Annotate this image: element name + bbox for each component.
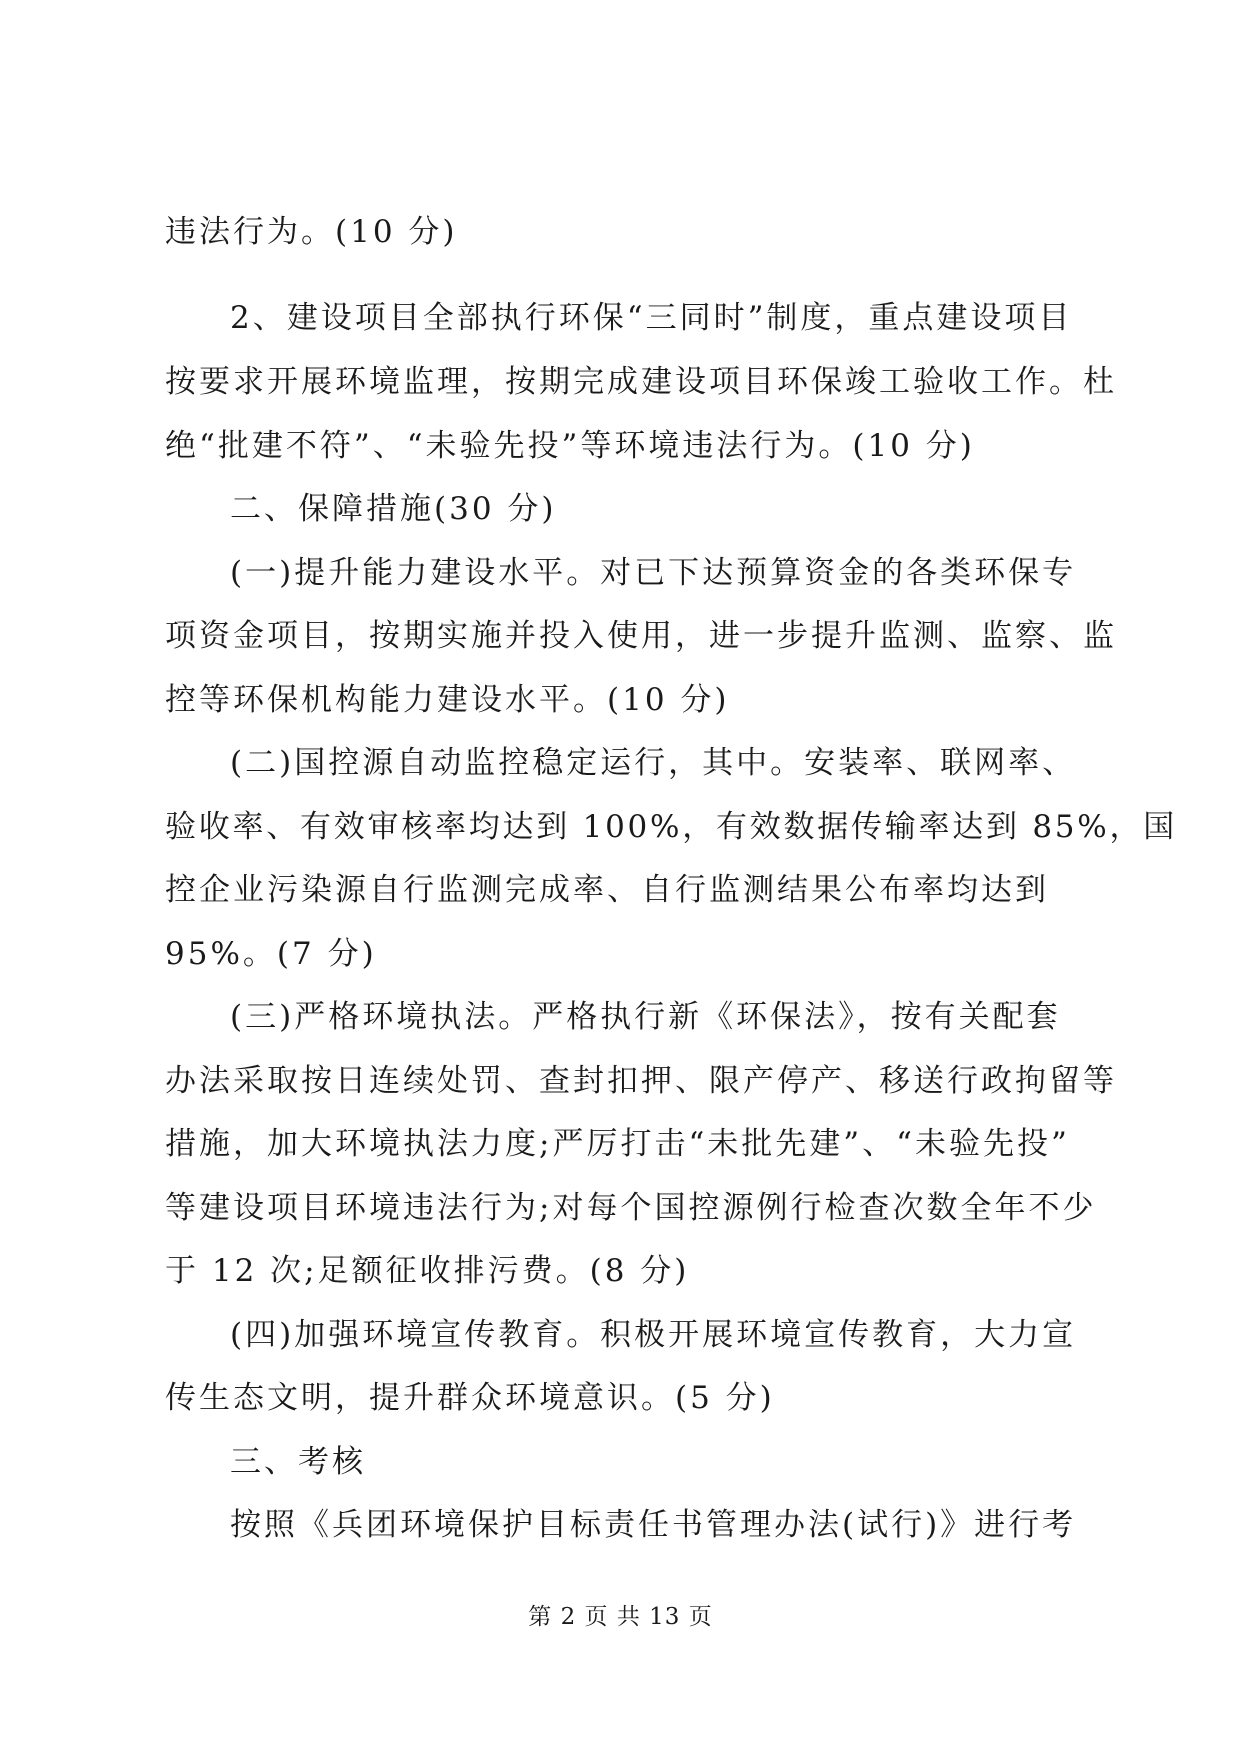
body-line: 等建设项目环境违法行为;对每个国控源例行检查次数全年不少: [165, 1190, 1097, 1226]
body-line: 控企业污染源自行监测完成率、自行监测结果公布率均达到: [165, 872, 1049, 908]
body-line: (二)国控源自动监控稳定运行，其中。安装率、联网率、: [230, 745, 1077, 781]
page-number-footer: 第 2 页 共 13 页: [528, 1604, 713, 1630]
body-line: 控等环保机构能力建设水平。(10 分): [165, 682, 730, 718]
body-line: (四)加强环境宣传教育。积极开展环境宣传教育，大力宣: [230, 1317, 1077, 1353]
body-line: (三)严格环境执法。严格执行新《环保法》，按有关配套: [230, 999, 1061, 1035]
body-line: 95%。(7 分): [165, 936, 377, 972]
body-line: 项资金项目，按期实施并投入使用，进一步提升监测、监察、监: [165, 618, 1117, 654]
section-heading: 二、保障措施(30 分): [230, 491, 557, 527]
body-line: 措施，加大环境执法力度;严厉打击“未批先建”、“未验先投”: [165, 1126, 1070, 1162]
body-line: 办法采取按日连续处罚、查封扣押、限产停产、移送行政拘留等: [165, 1063, 1117, 1099]
body-line: 验收率、有效审核率均达到 100%，有效数据传输率达到 85%，国: [165, 809, 1177, 845]
body-line: 传生态文明，提升群众环境意识。(5 分): [165, 1380, 775, 1416]
body-line: 于 12 次;足额征收排污费。(8 分): [165, 1253, 690, 1289]
body-line: 违法行为。(10 分): [165, 214, 458, 250]
body-line: (一)提升能力建设水平。对已下达预算资金的各类环保专: [230, 555, 1077, 591]
section-heading: 三、考核: [230, 1444, 366, 1480]
body-line: 按要求开展环境监理，按期完成建设项目环保竣工验收工作。杜: [165, 364, 1117, 400]
body-line: 绝“批建不符”、“未验先投”等环境违法行为。(10 分): [165, 428, 975, 464]
body-line: 按照《兵团环境保护目标责任书管理办法(试行)》进行考: [230, 1507, 1077, 1543]
body-line: 2、建设项目全部执行环保“三同时”制度，重点建设项目: [230, 300, 1073, 336]
